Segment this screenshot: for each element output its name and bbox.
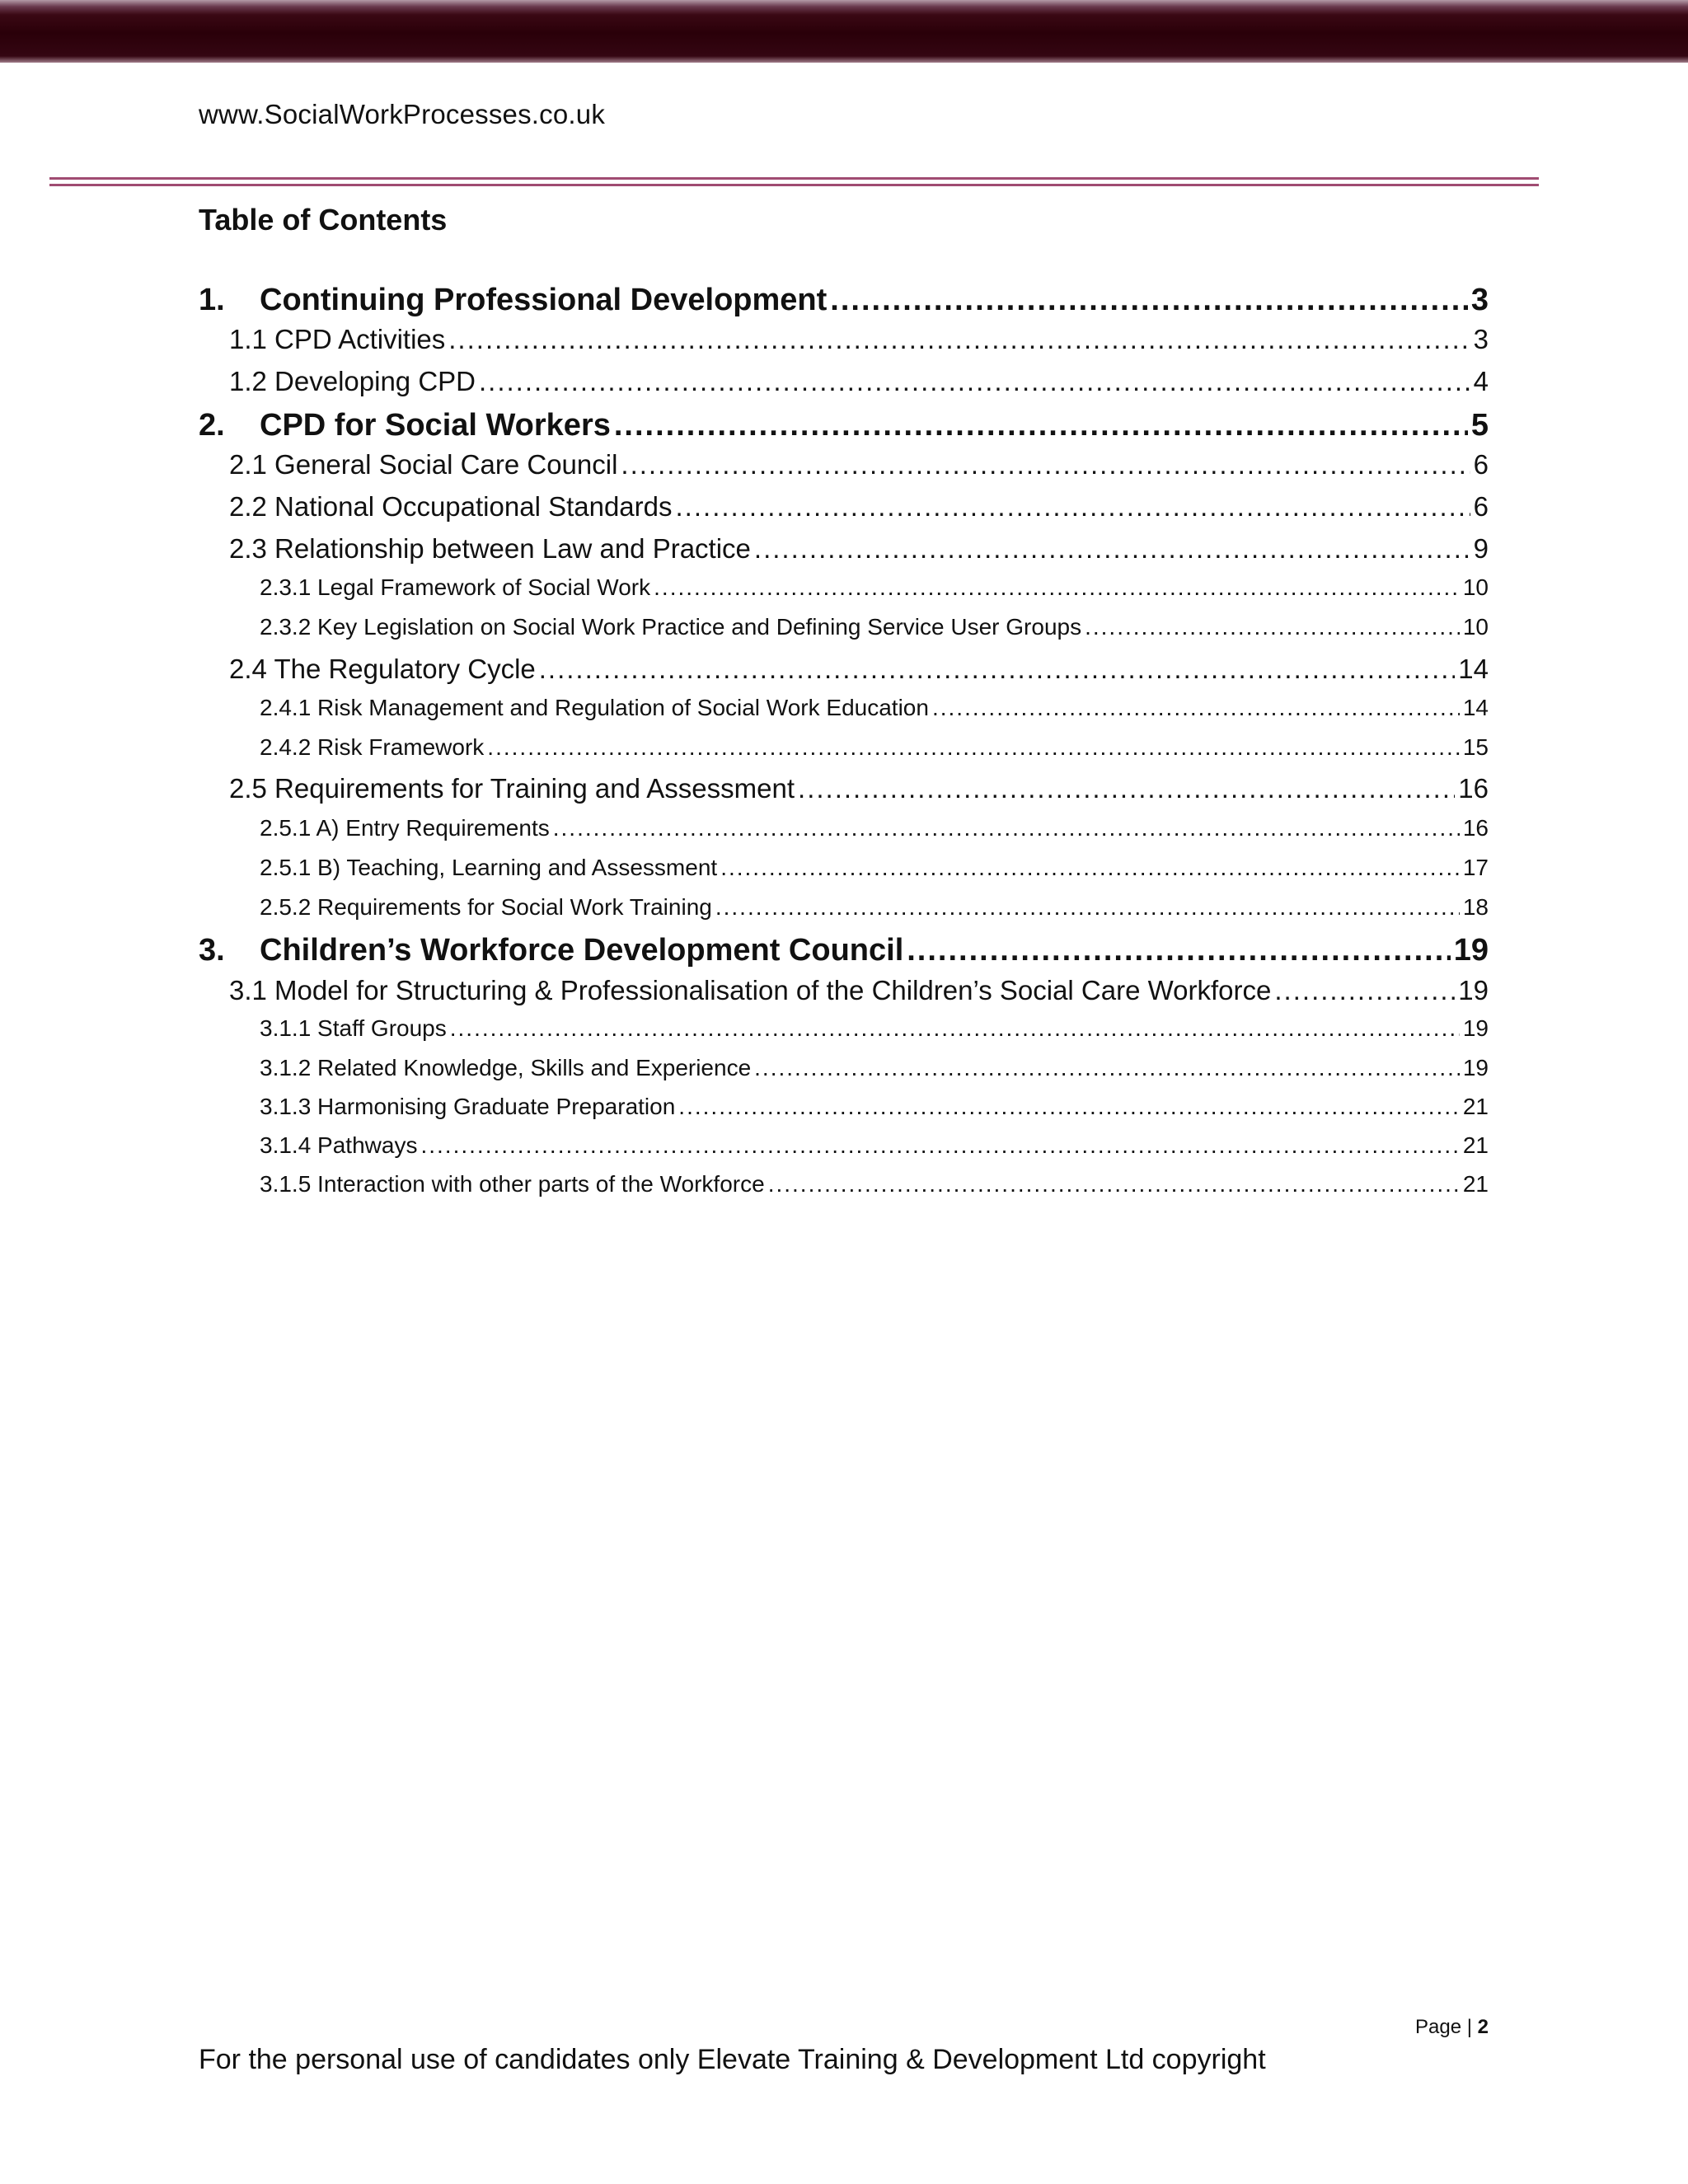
toc-leader-dots [654, 574, 1460, 601]
header-rule-bottom [49, 184, 1539, 186]
toc-leader-dots [678, 1094, 1460, 1120]
toc-entry[interactable] [260, 614, 1489, 640]
header-rule-top [49, 177, 1539, 180]
toc-leader-dots [1274, 975, 1455, 1006]
toc-entry[interactable] [229, 975, 1489, 1006]
toc-entry-label [229, 449, 617, 480]
toc-leader-dots [932, 695, 1460, 721]
toc-entry-text: 3.1.1 Staff Groups [260, 1015, 447, 1041]
toc-entry-page: 3 [1470, 283, 1489, 317]
toc-entry-text: 2.1 General Social Care Council [229, 449, 618, 480]
toc-entry[interactable] [260, 734, 1489, 761]
toc-entry-label [260, 1171, 765, 1197]
toc-entry-number: 2. [199, 408, 225, 443]
toc-leader-dots [448, 324, 1470, 355]
toc-entry-label [229, 654, 536, 685]
toc-entry[interactable] [260, 855, 1489, 881]
toc-entry-number: 1. [199, 283, 225, 317]
toc-entry-text: 2.2 National Occupational Standards [229, 491, 673, 522]
toc-entry-text: 2.5.1 A) Entry Requirements [260, 815, 550, 841]
toc-entry-page: 9 [1473, 533, 1489, 564]
toc-leader-dots [621, 449, 1470, 480]
footer-copyright: For the personal use of candidates only Elevate Training & Development Ltd copyright [199, 2044, 1266, 2075]
toc-entry[interactable] [260, 1055, 1489, 1081]
toc-entry-text: 3.1.2 Related Knowledge, Skills and Experience [260, 1055, 752, 1080]
toc-leader-dots [754, 1055, 1460, 1081]
toc-entry[interactable] [260, 815, 1489, 841]
toc-entry-label [260, 894, 712, 921]
page-indicator [1415, 2016, 1489, 2039]
toc-entry-text: CPD for Social Workers [260, 408, 611, 443]
toc-leader-dots [754, 533, 1470, 565]
toc-leader-dots [553, 815, 1460, 841]
toc-entry-text: 1.1 CPD Activities [229, 324, 446, 354]
toc-entry-page: 18 [1462, 894, 1489, 920]
toc-leader-dots [830, 283, 1468, 318]
toc-entry[interactable] [260, 1171, 1489, 1197]
toc-entry-text: 2.3.1 Legal Framework of Social Work [260, 574, 651, 600]
toc-entry-page: 4 [1473, 366, 1489, 396]
toc-title: Table of Contents [199, 203, 448, 237]
toc-entry[interactable] [229, 366, 1489, 397]
toc-entry[interactable] [260, 894, 1489, 921]
toc-leader-dots [676, 491, 1470, 523]
toc-entry[interactable] [260, 1132, 1489, 1159]
toc-entry-label [260, 695, 929, 721]
toc-entry-label [229, 975, 1271, 1006]
toc-entry[interactable] [260, 695, 1489, 721]
toc-entry-label [229, 324, 445, 355]
page-label: Page | [1415, 2016, 1472, 2038]
toc-entry[interactable] [229, 449, 1489, 480]
toc-entry-label [260, 1132, 417, 1159]
toc-leader-dots [614, 408, 1468, 443]
toc-entry-label [260, 574, 650, 601]
toc-entry-page: 21 [1462, 1094, 1489, 1119]
toc-entry-text: 2.5.2 Requirements for Social Work Training [260, 894, 712, 920]
toc-entry[interactable] [229, 654, 1489, 685]
toc-entry-page: 17 [1462, 855, 1489, 880]
toc-leader-dots [715, 894, 1460, 921]
toc-entry-text: Continuing Professional Development [260, 283, 828, 317]
toc-leader-dots [450, 1015, 1460, 1042]
toc-entry-text: 2.3 Relationship between Law and Practice [229, 533, 751, 564]
toc-entry-page: 19 [1462, 1015, 1489, 1041]
toc-entry-label [260, 734, 484, 761]
toc-entry[interactable] [199, 408, 1489, 443]
toc-leader-dots [1085, 614, 1460, 640]
header-band [0, 0, 1688, 63]
toc-entry-label [229, 773, 795, 804]
toc-entry-page: 19 [1462, 1055, 1489, 1080]
toc-entry-label [260, 1055, 751, 1081]
toc-entry-page: 6 [1473, 449, 1489, 480]
toc-entry-label [229, 491, 673, 523]
toc-entry-page: 5 [1470, 408, 1489, 443]
toc-entry[interactable] [229, 773, 1489, 804]
toc-entry-page: 16 [1462, 815, 1489, 841]
toc-leader-dots [420, 1132, 1459, 1159]
toc-entry-text: 3.1 Model for Structuring & Professionalisation of the Children’s Social Care Workforce [229, 975, 1272, 1005]
toc-entry-text: 2.4 The Regulatory Cycle [229, 654, 536, 684]
toc-leader-dots [539, 654, 1456, 685]
toc-entry[interactable] [199, 283, 1489, 318]
toc-entry-text: 3.1.4 Pathways [260, 1132, 418, 1158]
toc-entry-label [260, 614, 1081, 640]
toc-entry-label [229, 533, 751, 565]
toc-entry-text: 3.1.5 Interaction with other parts of the Workforce [260, 1171, 765, 1197]
toc-entry-page: 21 [1462, 1171, 1489, 1197]
toc-entry-page: 14 [1462, 695, 1489, 720]
toc-entry[interactable] [229, 491, 1489, 523]
toc-entry[interactable] [260, 1015, 1489, 1042]
toc-leader-dots [798, 773, 1455, 804]
toc-entry-text: 2.5.1 B) Teaching, Learning and Assessment [260, 855, 718, 880]
toc-entry-page: 21 [1462, 1132, 1489, 1158]
toc-entry-page: 19 [1458, 975, 1489, 1005]
toc-entry-label [199, 283, 827, 318]
toc-entry-text: 3.1.3 Harmonising Graduate Preparation [260, 1094, 676, 1119]
toc-entry[interactable] [199, 933, 1489, 968]
page-number: 2 [1477, 2016, 1489, 2038]
toc-entry-number: 3. [199, 933, 225, 968]
toc-entry-page: 10 [1462, 614, 1489, 640]
toc-entry[interactable] [229, 324, 1489, 355]
toc-entry-page: 3 [1473, 324, 1489, 354]
toc-entry-label [260, 815, 550, 841]
toc-leader-dots [720, 855, 1460, 881]
toc-entry-text: 2.3.2 Key Legislation on Social Work Practice and Defining Service User Groups [260, 614, 1082, 640]
toc-entry-page: 15 [1462, 734, 1489, 760]
toc-entry-page: 10 [1462, 574, 1489, 600]
toc-entry-label [199, 933, 903, 968]
toc-entry-label [260, 855, 717, 881]
toc-leader-dots [479, 366, 1470, 397]
toc-entry-page: 16 [1458, 773, 1489, 804]
toc-entry-text: 1.2 Developing CPD [229, 366, 476, 396]
toc-entry-page: 19 [1453, 933, 1489, 968]
toc-entry[interactable] [260, 574, 1489, 601]
toc-entry-label [199, 408, 611, 443]
toc-entry-text: 2.5 Requirements for Training and Assessment [229, 773, 795, 804]
toc-leader-dots [487, 734, 1460, 761]
toc-leader-dots [768, 1171, 1460, 1197]
toc-entry-label [229, 366, 476, 397]
toc-entry-page: 14 [1458, 654, 1489, 684]
toc-entry-text: 2.4.1 Risk Management and Regulation of Social Work Education [260, 695, 929, 720]
site-url: www.SocialWorkProcesses.co.uk [199, 99, 606, 129]
toc-entry[interactable] [260, 1094, 1489, 1120]
toc-entry-label [260, 1015, 447, 1042]
toc-leader-dots [907, 933, 1450, 968]
toc-entry-page: 6 [1473, 491, 1489, 522]
toc-entry-text: 2.4.2 Risk Framework [260, 734, 485, 760]
toc-entry[interactable] [229, 533, 1489, 565]
toc-entry-label [260, 1094, 675, 1120]
toc-entry-text: Children’s Workforce Development Council [260, 933, 904, 968]
